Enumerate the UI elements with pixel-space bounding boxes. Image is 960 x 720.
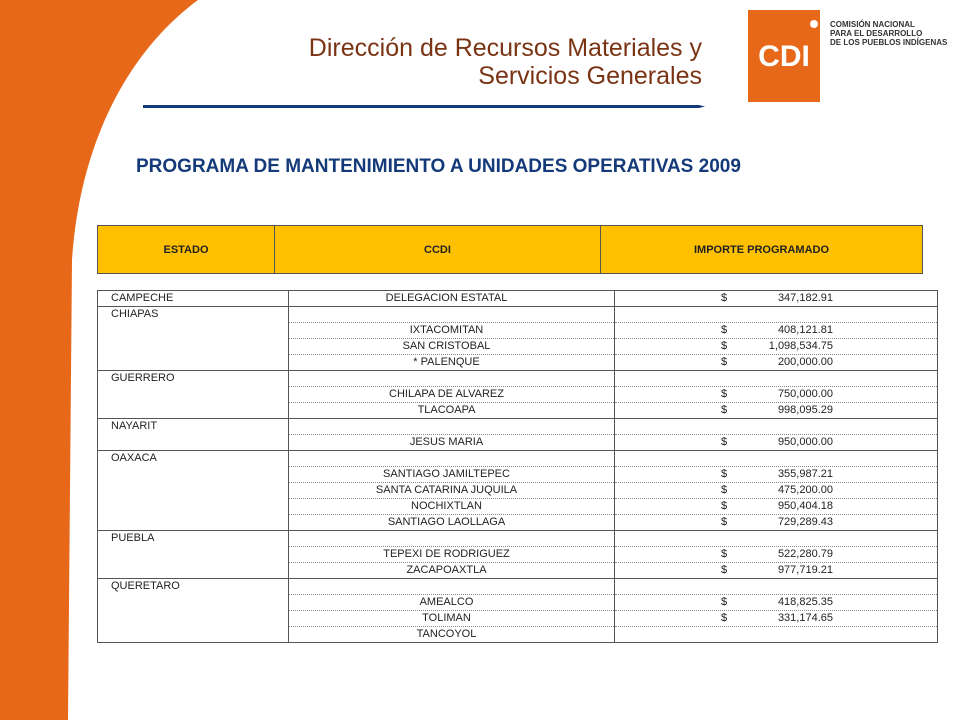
logo-text-line-1: COMISIÓN NACIONAL: [830, 20, 915, 29]
currency-symbol: $: [721, 484, 728, 496]
ccdi-cell: NOCHIXTLAN: [289, 499, 615, 515]
currency-symbol: $: [721, 596, 728, 608]
importe-cell: [615, 483, 938, 499]
ccdi-cell: [289, 531, 615, 547]
estado-cell: QUERETARO: [98, 579, 289, 595]
ccdi-cell: SAN CRISTOBAL: [289, 339, 615, 355]
importe-value: 347,182.91: [777, 292, 833, 304]
estado-cell: [98, 563, 289, 579]
ccdi-cell: TEPEXI DE RODRIGUEZ: [289, 547, 615, 563]
department-heading: [309, 34, 702, 90]
ccdi-cell: TOLIMAN: [289, 611, 615, 627]
importe-cell: [615, 515, 938, 531]
importe-cell: [615, 547, 938, 563]
estado-cell: [98, 547, 289, 563]
estado-cell: GUERRERO: [98, 371, 289, 387]
importe-value: 418,825.35: [777, 596, 833, 608]
importe-cell: [615, 371, 938, 387]
importe-cell: [615, 291, 938, 307]
logo-text-line-2: PARA EL DESARROLLO: [830, 29, 923, 38]
estado-cell: OAXACA: [98, 451, 289, 467]
importe-value: 200,000.00: [777, 356, 833, 368]
estado-cell: [98, 515, 289, 531]
importe-cell: [615, 435, 938, 451]
estado-cell: PUEBLA: [98, 531, 289, 547]
table-row: [98, 435, 938, 451]
ccdi-cell: SANTIAGO JAMILTEPEC: [289, 467, 615, 483]
ccdi-cell: [289, 451, 615, 467]
importe-cell: [615, 419, 938, 435]
importe-cell: [615, 531, 938, 547]
importe-cell: [615, 387, 938, 403]
currency-symbol: $: [721, 516, 728, 528]
heading-line-1: Dirección de Recursos Materiales y: [308, 34, 702, 62]
estado-cell: NAYARIT: [98, 419, 289, 435]
program-table: [97, 290, 938, 643]
table-header: [97, 225, 923, 274]
heading-line-2: Servicios Generales: [478, 62, 702, 90]
importe-cell: [615, 403, 938, 419]
table-row: [98, 563, 938, 579]
importe-cell: [615, 467, 938, 483]
ccdi-cell: AMEALCO: [289, 595, 615, 611]
ccdi-cell: * PALENQUE: [289, 355, 615, 371]
table-row: [98, 515, 938, 531]
estado-cell: [98, 355, 289, 371]
estado-cell: [98, 339, 289, 355]
importe-value: 408,121.81: [777, 324, 833, 336]
importe-cell: [615, 563, 938, 579]
importe-value: 475,200.00: [777, 484, 833, 496]
importe-cell: [615, 611, 938, 627]
importe-value: 522,280.79: [777, 548, 833, 560]
importe-cell: [615, 499, 938, 515]
importe-cell: [615, 307, 938, 323]
ccdi-cell: SANTA CATARINA JUQUILA: [289, 483, 615, 499]
ccdi-cell: [289, 307, 615, 323]
importe-value: 977,719.21: [777, 564, 833, 576]
currency-symbol: $: [721, 500, 728, 512]
estado-cell: CHIAPAS: [98, 307, 289, 323]
currency-symbol: $: [721, 388, 728, 400]
importe-value: 355,987.21: [777, 468, 833, 480]
table-row: [98, 371, 938, 387]
table-row: [98, 467, 938, 483]
importe-cell: [615, 451, 938, 467]
importe-cell: [615, 355, 938, 371]
table-row: [98, 579, 938, 595]
ccdi-cell: JESUS MARIA: [289, 435, 615, 451]
ccdi-cell: ZACAPOAXTLA: [289, 563, 615, 579]
table-row: [98, 355, 938, 371]
estado-cell: [98, 499, 289, 515]
program-title: PROGRAMA DE MANTENIMIENTO A UNIDADES OPERATIVAS 2009: [136, 156, 741, 177]
importe-value: 1,098,534.75: [768, 340, 833, 352]
logo-wordmark: [830, 20, 947, 47]
logo-text-line-3: DE LOS PUEBLOS INDÍGENAS: [830, 38, 948, 47]
importe-value: 729,289.43: [777, 516, 833, 528]
currency-symbol: $: [721, 548, 728, 560]
currency-symbol: $: [721, 612, 728, 624]
cdi-logo-mark-icon: [748, 10, 820, 102]
importe-value: 998,095.29: [777, 404, 833, 416]
table-row: [98, 451, 938, 467]
importe-cell: [615, 339, 938, 355]
importe-value: 950,000.00: [777, 436, 833, 448]
ccdi-cell: TLACOAPA: [289, 403, 615, 419]
estado-cell: CAMPECHE: [98, 291, 289, 307]
ccdi-cell: CHILAPA DE ALVAREZ: [289, 387, 615, 403]
currency-symbol: $: [721, 404, 728, 416]
ccdi-cell: DELEGACION ESTATAL: [289, 291, 615, 307]
estado-cell: [98, 323, 289, 339]
table-row: [98, 403, 938, 419]
estado-cell: [98, 595, 289, 611]
logo-mark-text: CDI: [758, 40, 810, 73]
ccdi-cell: TANCOYOL: [289, 627, 615, 643]
ccdi-cell: [289, 371, 615, 387]
importe-value: 950,404.18: [777, 500, 833, 512]
table-row: [98, 547, 938, 563]
cdi-logo: [748, 10, 948, 102]
currency-symbol: $: [721, 340, 728, 352]
table-row: [98, 627, 938, 643]
table-row: [98, 387, 938, 403]
importe-cell: [615, 595, 938, 611]
estado-cell: [98, 483, 289, 499]
column-header-importe: IMPORTE PROGRAMADO: [693, 243, 830, 256]
currency-symbol: $: [721, 468, 728, 480]
column-header-estado: ESTADO: [98, 226, 275, 273]
ccdi-cell: [289, 419, 615, 435]
estado-cell: [98, 403, 289, 419]
table-row: [98, 595, 938, 611]
importe-value: 331,174.65: [777, 612, 833, 624]
table-row: [98, 419, 938, 435]
estado-cell: [98, 611, 289, 627]
table-row: [98, 307, 938, 323]
currency-symbol: $: [721, 292, 728, 304]
ccdi-cell: SANTIAGO LAOLLAGA: [289, 515, 615, 531]
table-row: [98, 339, 938, 355]
currency-symbol: $: [721, 356, 728, 368]
ccdi-cell: IXTACOMITAN: [289, 323, 615, 339]
estado-cell: [98, 435, 289, 451]
currency-symbol: $: [721, 436, 728, 448]
ccdi-cell: [289, 579, 615, 595]
table-row: [98, 323, 938, 339]
estado-cell: [98, 387, 289, 403]
currency-symbol: $: [721, 324, 728, 336]
column-header-ccdi: CCDI: [275, 226, 601, 273]
table-row: [98, 499, 938, 515]
estado-cell: [98, 467, 289, 483]
estado-cell: [98, 627, 289, 643]
table-row: [98, 531, 938, 547]
table-row: [98, 291, 938, 307]
importe-cell: [615, 627, 938, 643]
table-row: [98, 611, 938, 627]
importe-cell: [615, 579, 938, 595]
importe-cell: [615, 323, 938, 339]
importe-value: 750,000.00: [777, 388, 833, 400]
table-row: [98, 483, 938, 499]
heading-underline: [143, 104, 705, 109]
currency-symbol: $: [721, 564, 728, 576]
